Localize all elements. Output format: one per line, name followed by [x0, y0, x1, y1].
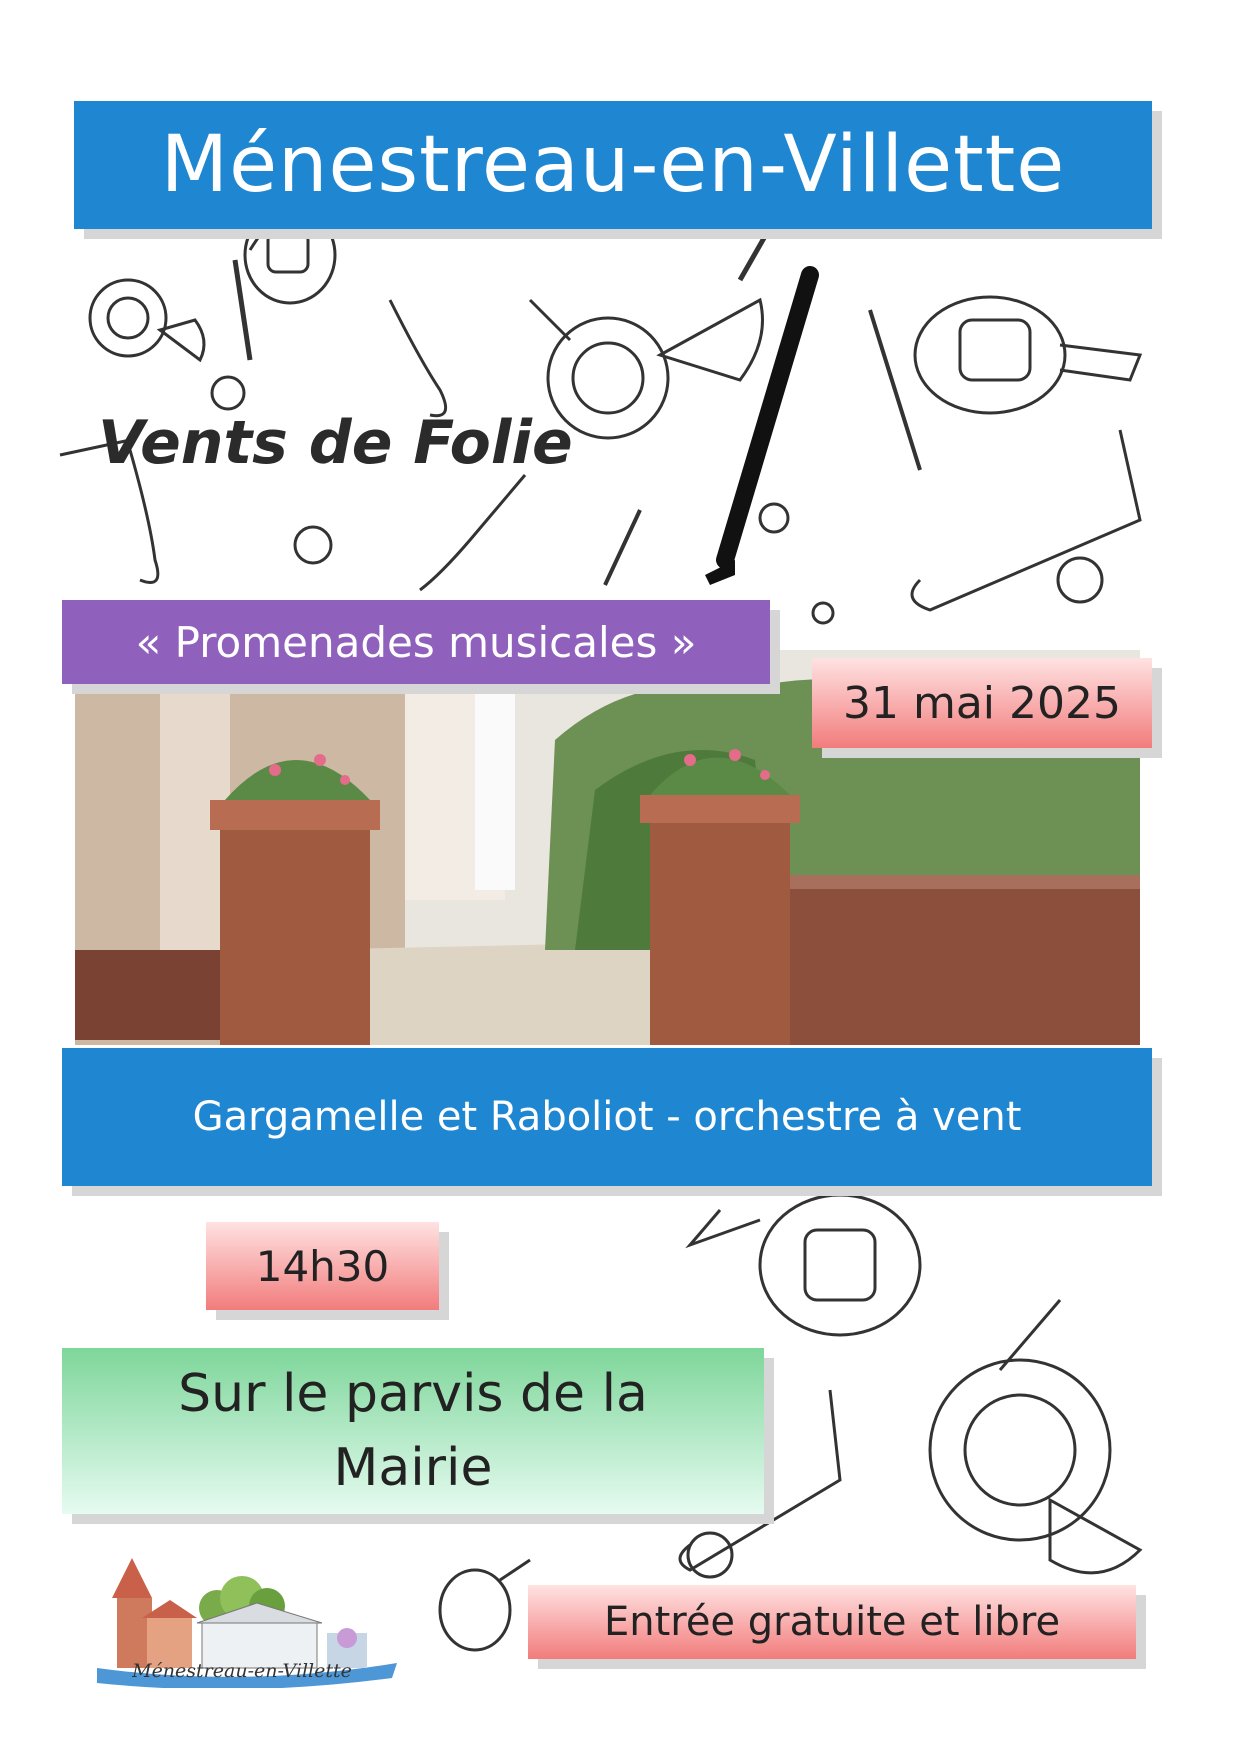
- location-banner: [62, 1348, 764, 1514]
- clarinet-icon: [870, 310, 920, 470]
- clarinet-icon: [605, 510, 640, 585]
- town-title: Ménestreau-en-Villette: [160, 120, 1066, 210]
- tuba-icon: [440, 1560, 530, 1650]
- series-banner: [62, 600, 770, 684]
- performers: Gargamelle et Raboliot - orchestre à vent: [192, 1094, 1022, 1140]
- tuba-icon: [760, 504, 788, 532]
- entry-badge: [528, 1585, 1136, 1659]
- event-name: Vents de Folie: [98, 408, 573, 478]
- event-date: 31 mai 2025: [843, 677, 1121, 729]
- location-line-1: Sur le parvis de la: [178, 1364, 648, 1424]
- logo-caption: Ménestreau-en-Villette: [132, 1660, 352, 1682]
- town-title-banner: [74, 101, 1152, 229]
- french-horn-icon: [930, 1300, 1140, 1573]
- french-horn-icon: [90, 280, 204, 360]
- saxophone-icon: [912, 430, 1140, 610]
- tuba-icon: [915, 297, 1140, 413]
- date-badge: [812, 658, 1152, 748]
- french-horn-icon: [212, 377, 244, 409]
- french-horn-icon: [295, 527, 331, 563]
- tuba-icon: [690, 1195, 920, 1335]
- saxophone-icon: [420, 475, 525, 590]
- saxophone-icon: [390, 300, 446, 416]
- location-line-2: Mairie: [333, 1438, 493, 1498]
- entry-text: Entrée gratuite et libre: [603, 1599, 1061, 1645]
- time-badge: [206, 1222, 439, 1310]
- event-time: 14h30: [255, 1241, 390, 1291]
- tuba-icon: [813, 603, 833, 623]
- series-title: « Promenades musicales »: [135, 617, 697, 667]
- performers-banner: [62, 1048, 1152, 1186]
